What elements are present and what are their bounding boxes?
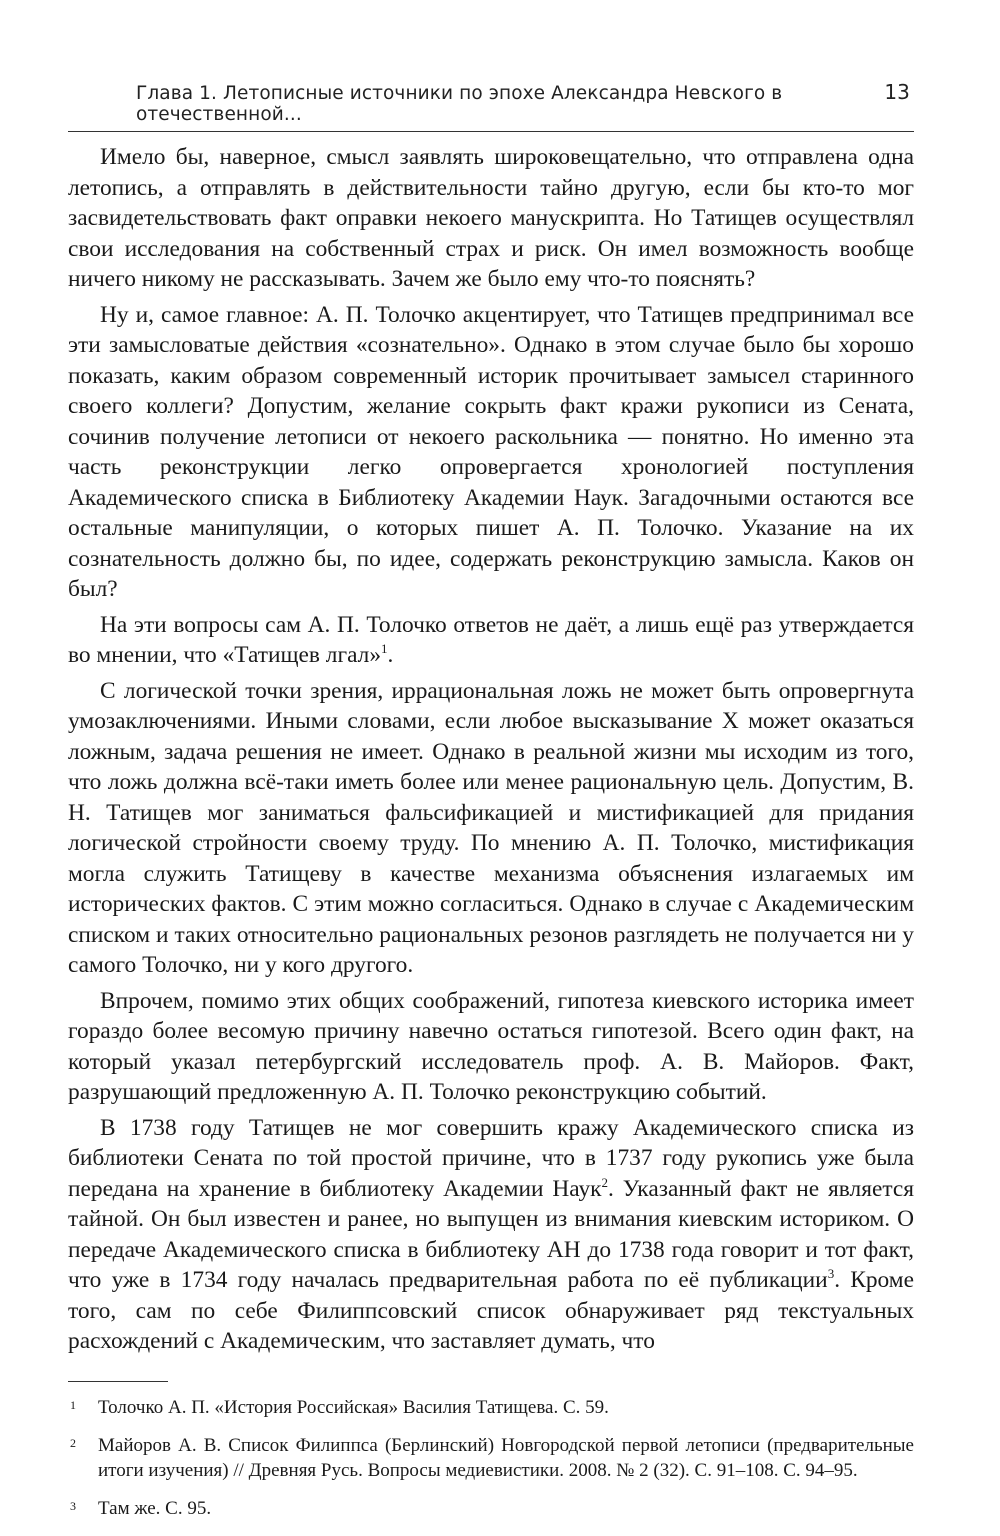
paragraph-text: . Указанный факт не является тайной. Он был известен и ранее, но выпущен из внимания киевским историком. О передаче Академического списка в библиотеку АН до 1738 года говорит и тот факт, что уже в 1734 году началась предварительная работа по её публикации xyxy=(68,1175,914,1293)
footnotes-section xyxy=(68,1381,914,1522)
paragraph xyxy=(68,610,914,671)
page-number: 13 xyxy=(884,80,910,104)
footnote-divider xyxy=(68,1381,168,1382)
paragraph-text: Ну и, самое главное: А. П. Толочко акцентирует, что Татищев предпринимал все эти замысловатые действия «сознательно». Однако в этом случае было бы хорошо показать, каким образом современный историк прочитывает замысел старинного своего коллеги? Допустим, желание сокрыть факт кражи рукописи из Сената, сочинив получение летописи от некоего раскольника — понятно. Но именно эта часть реконструкции легко опровергается хронологией поступления Академического списка в Библиотеку Академии Наук. Загадочными остаются все остальные манипуляции, о которых пишет А. П. Толочко. Указание на их сознательность должно бы, по идее, содержать реконструкцию замысла. Каков он был? xyxy=(68,301,914,602)
main-text xyxy=(68,142,914,1357)
footnote-3 xyxy=(68,1497,914,1522)
paragraph xyxy=(68,142,914,295)
paragraph-text: С логической точки зрения, иррациональная ложь не может быть опровергнута умозаключениями. Иными словами, если любое высказывание X может оказаться ложным, задача решения не имеет. Однако в реальной жизни мы исходим из того, что ложь должна всё-таки иметь более или менее рациональную цель. Допустим, В. Н. Татищев мог заниматься фальсификацией и мистификацией для придания логической стройности своему труду. По мнению А. П. Толочко, мистификация могла служить Татищеву в качестве механизма объяснения излагаемых им исторических фактов. С этим можно согласиться. Однако в случае с Академическим списком и таких относительно рациональных резонов разглядеть не получается ни у самого Толочко, ни у кого другого. xyxy=(68,677,914,978)
running-header xyxy=(68,80,914,132)
footnote-mark: 3 xyxy=(70,1499,76,1513)
footnote-text: Толочко А. П. «История Российская» Василия Татищева. С. 59. xyxy=(98,1396,609,1418)
paragraph-text: . Кроме того, сам по себе Филиппсовский список обнаруживает ряд текстуальных расхождений с Академическим, что заставляет думать, что xyxy=(68,1267,914,1354)
paragraph-text: На эти вопросы сам А. П. Толочко ответов не даёт, а лишь ещё раз утверждается во мнении, что «Татищев лгал» xyxy=(68,611,914,668)
footnote-ref[interactable]: 1 xyxy=(381,641,388,656)
paragraph xyxy=(68,986,914,1108)
book-page xyxy=(68,80,914,1536)
paragraph-text: . xyxy=(387,642,394,668)
footnote-2 xyxy=(68,1434,914,1483)
footnote-ref[interactable]: 2 xyxy=(601,1174,609,1190)
footnote-mark: 2 xyxy=(70,1436,76,1450)
footnote-1 xyxy=(68,1396,914,1421)
paragraph xyxy=(68,300,914,605)
chapter-title: Глава 1. Летописные источники по эпохе Александра Невского в отечественной... xyxy=(136,83,783,125)
footnote-text: Майоров А. В. Список Филиппса (Берлинский) Новгородской первой летописи (предварительные итоги изучения) // Древняя Русь. Вопросы медиевистики. 2008. № 2 (32). С. 91–108. С. 94–95. xyxy=(98,1435,914,1481)
paragraph xyxy=(68,676,914,981)
paragraph xyxy=(68,1113,914,1357)
paragraph-text: Впрочем, помимо этих общих соображений, гипотеза киевского историка имеет гораздо более весомую причину навечно остаться гипотезой. Всего один факт, на который указал петербургский исследователь проф. А. В. Майоров. Факт, разрушающий предложенную А. П. Толочко реконструкцию событий. xyxy=(68,987,914,1105)
footnote-mark: 1 xyxy=(70,1397,76,1412)
footnote-ref[interactable]: 3 xyxy=(827,1266,835,1281)
paragraph-text: В 1738 году Татищев не мог совершить кражу Академического списка из библиотеки Сената по той простой причине, что в 1737 году рукопись уже была передана на хранение в библиотеку Академии Наук xyxy=(68,1114,914,1202)
footnote-text: Там же. С. 95. xyxy=(98,1498,212,1519)
paragraph-text: Имело бы, наверное, смысл заявлять широковещательно, что отправлена одна летопись, а отправлять в действительности тайно другую, если бы кто-то мог засвидетельствовать факт оправки некоего манускрипта. Но Татищев осуществлял свои исследования на собственный страх и риск. Он имел возможность вообще ничего никому не рассказывать. Зачем же было ему что-то пояснять? xyxy=(68,144,914,292)
